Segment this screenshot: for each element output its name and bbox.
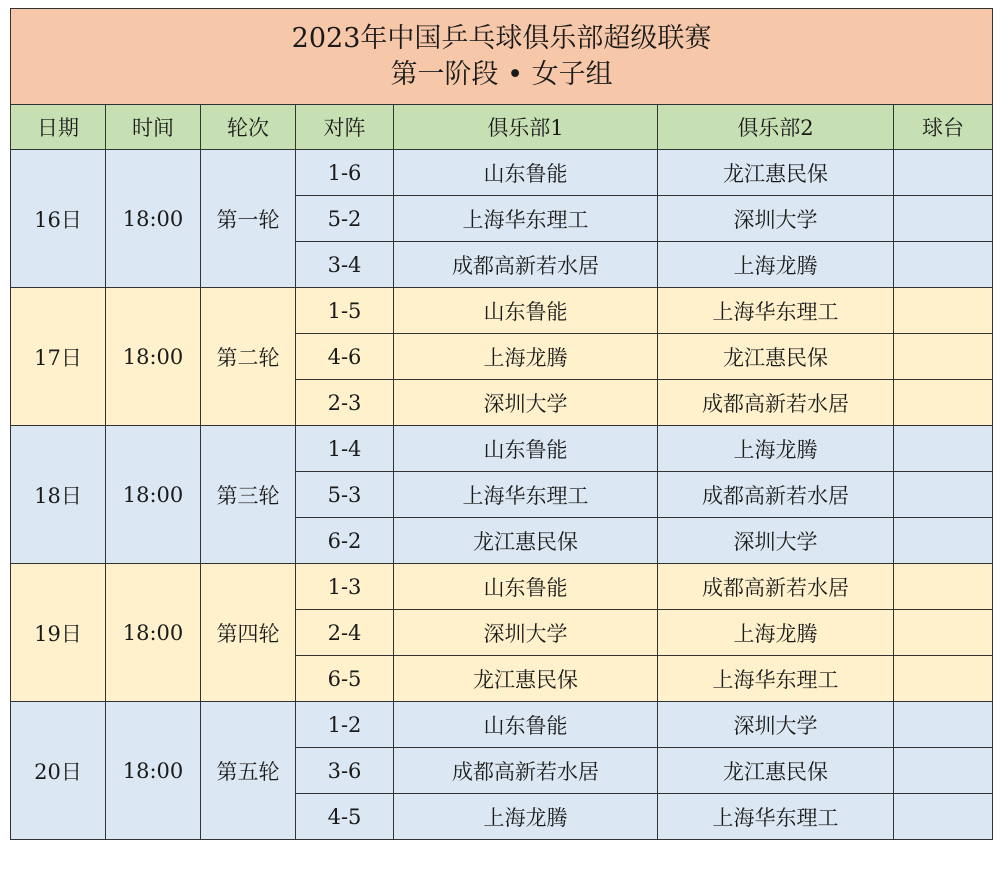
pairing-cell: 4-6 — [296, 334, 394, 380]
club1-cell: 深圳大学 — [394, 380, 658, 426]
header-table: 球台 — [894, 105, 993, 150]
club2-cell: 上海华东理工 — [658, 288, 894, 334]
pairing-cell: 6-5 — [296, 656, 394, 702]
date-cell: 16日 — [11, 150, 106, 288]
round-cell: 第五轮 — [201, 702, 296, 840]
pairing-cell: 3-6 — [296, 748, 394, 794]
header-club1: 俱乐部1 — [394, 105, 658, 150]
club1-cell: 成都高新若水居 — [394, 242, 658, 288]
table-cell — [894, 150, 993, 196]
header-time: 时间 — [106, 105, 201, 150]
club2-cell: 上海龙腾 — [658, 426, 894, 472]
header-club2: 俱乐部2 — [658, 105, 894, 150]
club1-cell: 山东鲁能 — [394, 288, 658, 334]
pairing-cell: 3-4 — [296, 242, 394, 288]
pairing-cell: 1-3 — [296, 564, 394, 610]
date-cell: 19日 — [11, 564, 106, 702]
club1-cell: 山东鲁能 — [394, 150, 658, 196]
club2-cell: 深圳大学 — [658, 702, 894, 748]
club1-cell: 上海龙腾 — [394, 334, 658, 380]
round-cell: 第一轮 — [201, 150, 296, 288]
header-pairing: 对阵 — [296, 105, 394, 150]
table-cell — [894, 196, 993, 242]
club2-cell: 成都高新若水居 — [658, 472, 894, 518]
club1-cell: 龙江惠民保 — [394, 656, 658, 702]
match-row — [11, 288, 993, 334]
table-cell — [894, 518, 993, 564]
club1-cell: 山东鲁能 — [394, 702, 658, 748]
club1-cell: 山东鲁能 — [394, 564, 658, 610]
schedule-table — [10, 8, 993, 840]
time-cell: 18:00 — [106, 702, 201, 840]
date-cell: 17日 — [11, 288, 106, 426]
pairing-cell: 1-4 — [296, 426, 394, 472]
club2-cell: 龙江惠民保 — [658, 748, 894, 794]
table-cell — [894, 242, 993, 288]
club2-cell: 龙江惠民保 — [658, 334, 894, 380]
table-cell — [894, 564, 993, 610]
pairing-cell: 5-2 — [296, 196, 394, 242]
club2-cell: 上海华东理工 — [658, 656, 894, 702]
round-cell: 第四轮 — [201, 564, 296, 702]
club2-cell: 龙江惠民保 — [658, 150, 894, 196]
pairing-cell: 1-6 — [296, 150, 394, 196]
table-cell — [894, 656, 993, 702]
club2-cell: 上海龙腾 — [658, 242, 894, 288]
table-cell — [894, 334, 993, 380]
pairing-cell: 4-5 — [296, 794, 394, 840]
match-row — [11, 702, 993, 748]
pairing-cell: 2-3 — [296, 380, 394, 426]
time-cell: 18:00 — [106, 426, 201, 564]
time-cell: 18:00 — [106, 564, 201, 702]
date-cell: 20日 — [11, 702, 106, 840]
table-cell — [894, 748, 993, 794]
club1-cell: 上海华东理工 — [394, 196, 658, 242]
header-round: 轮次 — [201, 105, 296, 150]
schedule-body — [11, 150, 993, 840]
club1-cell: 山东鲁能 — [394, 426, 658, 472]
table-cell — [894, 380, 993, 426]
club2-cell: 上海华东理工 — [658, 794, 894, 840]
time-cell: 18:00 — [106, 150, 201, 288]
table-cell — [894, 472, 993, 518]
club1-cell: 成都高新若水居 — [394, 748, 658, 794]
time-cell: 18:00 — [106, 288, 201, 426]
pairing-cell: 2-4 — [296, 610, 394, 656]
table-cell — [894, 426, 993, 472]
club2-cell: 成都高新若水居 — [658, 380, 894, 426]
header-date: 日期 — [11, 105, 106, 150]
title-banner — [11, 9, 993, 105]
pairing-cell: 1-5 — [296, 288, 394, 334]
club1-cell: 上海华东理工 — [394, 472, 658, 518]
header-row — [11, 105, 993, 150]
table-cell — [894, 610, 993, 656]
pairing-cell: 6-2 — [296, 518, 394, 564]
club2-cell: 上海龙腾 — [658, 610, 894, 656]
club1-cell: 深圳大学 — [394, 610, 658, 656]
title-line-2: 第一阶段 • 女子组 — [390, 58, 613, 90]
club1-cell: 龙江惠民保 — [394, 518, 658, 564]
match-row — [11, 426, 993, 472]
table-cell — [894, 288, 993, 334]
table-cell — [894, 794, 993, 840]
pairing-cell: 5-3 — [296, 472, 394, 518]
club1-cell: 上海龙腾 — [394, 794, 658, 840]
match-row — [11, 564, 993, 610]
title-line-1: 2023年中国乒乓球俱乐部超级联赛 — [291, 22, 712, 54]
pairing-cell: 1-2 — [296, 702, 394, 748]
schedule-sheet — [10, 8, 992, 854]
table-cell — [894, 702, 993, 748]
date-cell: 18日 — [11, 426, 106, 564]
match-row — [11, 150, 993, 196]
round-cell: 第三轮 — [201, 426, 296, 564]
club2-cell: 成都高新若水居 — [658, 564, 894, 610]
club2-cell: 深圳大学 — [658, 196, 894, 242]
round-cell: 第二轮 — [201, 288, 296, 426]
club2-cell: 深圳大学 — [658, 518, 894, 564]
